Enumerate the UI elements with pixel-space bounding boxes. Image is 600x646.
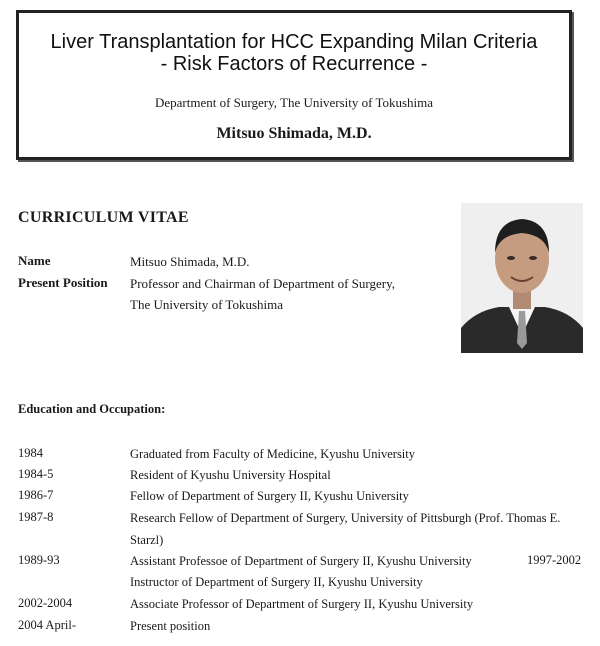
name-label: Name bbox=[18, 253, 51, 268]
timeline-text: Research Fellow of Department of Surgery, University of Pittsburgh (Prof. Thomas E. bbox=[130, 511, 561, 525]
timeline-year: 1989-93 bbox=[18, 553, 60, 567]
timeline-text: Assistant Professoe of Department of Surgery II, Kyushu University bbox=[130, 554, 472, 568]
position-label: Present Position bbox=[18, 275, 108, 290]
timeline-text: Fellow of Department of Surgery II, Kyushu University bbox=[130, 489, 409, 503]
document-title: Liver Transplantation for HCC Expanding Milan Criteria bbox=[50, 31, 538, 53]
position-value-line2: The University of Tokushima bbox=[130, 297, 284, 312]
timeline-text-continued: Instructor of Department of Surgery II, Kyushu University bbox=[130, 575, 423, 589]
timeline-text: Resident of Kyushu University Hospital bbox=[130, 468, 331, 482]
timeline-year: 2004 April- bbox=[18, 618, 76, 632]
portrait-illustration bbox=[461, 203, 583, 353]
education-heading: Education and Occupation: bbox=[18, 402, 166, 416]
position-value-line1: Professor and Chairman of Department of Surgery, bbox=[130, 276, 395, 291]
timeline-extra-year: 1997-2002 bbox=[527, 553, 582, 567]
timeline-year: 1987-8 bbox=[18, 510, 54, 524]
cv-heading: CURRICULUM VITAE bbox=[18, 209, 189, 226]
timeline-text: Associate Professor of Department of Surgery II, Kyushu University bbox=[130, 597, 474, 611]
timeline-year: 1984 bbox=[18, 446, 43, 460]
name-value: Mitsuo Shimada, M.D. bbox=[130, 254, 250, 269]
document-subtitle: - Risk Factors of Recurrence - bbox=[160, 53, 428, 75]
timeline-year: 1986-7 bbox=[18, 488, 54, 502]
title-box bbox=[16, 10, 572, 160]
timeline-year: 2002-2004 bbox=[18, 596, 73, 610]
timeline-text-continued: Starzl) bbox=[130, 533, 164, 547]
author-name: Mitsuo Shimada, M.D. bbox=[216, 125, 372, 142]
timeline-text: Present position bbox=[130, 619, 211, 633]
timeline-year: 1984-5 bbox=[18, 467, 54, 481]
portrait-photo bbox=[461, 203, 583, 353]
timeline-text: Graduated from Faculty of Medicine, Kyushu University bbox=[130, 447, 416, 461]
department-line: Department of Surgery, The University of Tokushima bbox=[154, 95, 434, 110]
